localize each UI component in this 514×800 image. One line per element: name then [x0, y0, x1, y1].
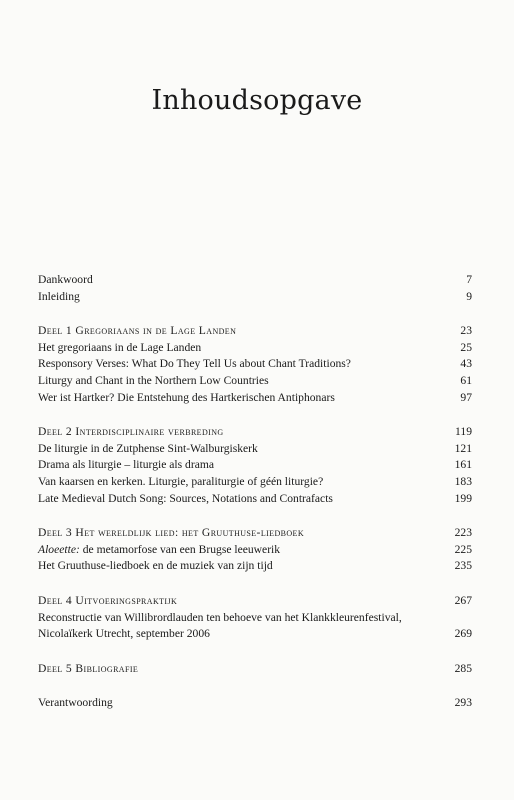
toc-section-title: Deel 3 Het wereldlijk lied: het Gruuthuse-liedboek — [38, 526, 305, 540]
toc-entry-title: Late Medieval Dutch Song: Sources, Notations and Contrafacts — [38, 491, 333, 505]
toc-entry-page: 43 — [460, 357, 472, 371]
toc-entry-page: 223 — [454, 526, 472, 540]
toc-entry-title-line1: Reconstructie van Willibrordlauden ten behoeve van het Klankkleurenfestival, — [38, 610, 402, 624]
toc-entry[interactable] — [38, 491, 472, 508]
toc-group-back-matter — [38, 695, 472, 712]
toc-entry-page: 25 — [460, 340, 472, 354]
toc-entry-title: Responsory Verses: What Do They Tell Us about Chant Traditions? — [38, 357, 351, 371]
toc-entry[interactable] — [38, 373, 472, 390]
toc-entry-title-line2: Nicolaïkerk Utrecht, september 2006 — [38, 627, 210, 641]
toc-entry-page: 269 — [454, 627, 472, 641]
toc-entry[interactable] — [38, 272, 472, 289]
toc-group-deel-2 — [38, 424, 472, 507]
toc-section-heading[interactable] — [38, 593, 472, 610]
toc-section-heading[interactable] — [38, 661, 472, 678]
toc-entry-page: 7 — [466, 273, 472, 286]
toc-entry[interactable] — [38, 441, 472, 458]
toc-entry-title: Drama als liturgie – liturgie als drama — [38, 458, 215, 472]
toc-group-deel-5 — [38, 661, 472, 678]
toc-section-title: Deel 2 Interdisciplinaire verbreding — [38, 425, 224, 439]
toc-entry-title: De liturgie in de Zutphense Sint-Walburgiskerk — [38, 441, 258, 455]
toc-entry[interactable] — [38, 340, 472, 357]
toc-entry-page: 235 — [454, 559, 472, 573]
toc-entry-title: Liturgy and Chant in the Northern Low Countries — [38, 373, 269, 387]
toc-entry-title: Het Gruuthuse-liedboek en de muziek van zijn tijd — [38, 559, 273, 573]
toc-section-heading[interactable] — [38, 525, 472, 542]
toc-entry-page: 23 — [460, 324, 472, 338]
toc-group-deel-4 — [38, 593, 472, 643]
toc-entry-page: 9 — [466, 289, 472, 303]
toc-entry-page: 199 — [454, 491, 472, 505]
toc-entry-page: 121 — [454, 441, 472, 455]
toc-entry[interactable] — [38, 390, 472, 407]
page-title: Inhoudsopgave — [151, 85, 363, 117]
toc-group-deel-1 — [38, 323, 472, 406]
toc-entry-title: Dankwoord — [38, 273, 93, 286]
toc-entry-page: 267 — [454, 593, 472, 607]
toc-entry-title: Inleiding — [38, 289, 80, 303]
toc-entry-title: Verantwoording — [38, 696, 113, 710]
toc-entry[interactable] — [38, 695, 472, 712]
toc-entry[interactable] — [38, 474, 472, 491]
toc-group-front-matter — [38, 272, 472, 305]
toc-section-title: Deel 4 Uitvoeringspraktijk — [38, 593, 178, 607]
toc-entry-title — [38, 542, 280, 559]
toc-entry[interactable] — [38, 289, 472, 306]
toc-section-title: Deel 5 Bibliografie — [38, 661, 139, 675]
toc-entry-page: 293 — [454, 696, 472, 710]
toc-group-deel-3 — [38, 525, 472, 575]
toc-entry-title: Het gregoriaans in de Lage Landen — [38, 340, 202, 354]
toc-entry[interactable] — [38, 558, 472, 575]
toc-entry[interactable] — [38, 356, 472, 373]
toc-section-heading[interactable] — [38, 323, 472, 340]
toc-entry-page: 183 — [454, 474, 472, 488]
toc-entry-page: 97 — [460, 390, 472, 404]
toc-entry-page: 61 — [460, 373, 472, 387]
toc-entry[interactable] — [38, 542, 472, 559]
toc-section-heading[interactable] — [38, 424, 472, 441]
table-of-contents — [38, 272, 472, 730]
toc-section-title: Deel 1 Gregoriaans in de Lage Landen — [38, 324, 237, 338]
toc-entry[interactable] — [38, 610, 472, 643]
toc-entry-page: 119 — [455, 425, 472, 439]
toc-entry-title-rest: de metamorfose van een Brugse leeuwerik — [79, 542, 281, 556]
toc-entry-title-italic: Aloeette: — [38, 542, 80, 556]
toc-entry[interactable] — [38, 457, 472, 474]
toc-entry-title: Van kaarsen en kerken. Liturgie, paraliturgie of géén liturgie? — [38, 474, 324, 488]
toc-entry-title — [38, 610, 402, 643]
toc-entry-page: 161 — [454, 458, 472, 472]
toc-entry-page: 285 — [454, 661, 472, 675]
toc-entry-title: Wer ist Hartker? Die Entstehung des Hartkerischen Antiphonars — [38, 390, 335, 404]
toc-entry-page: 225 — [454, 542, 472, 556]
